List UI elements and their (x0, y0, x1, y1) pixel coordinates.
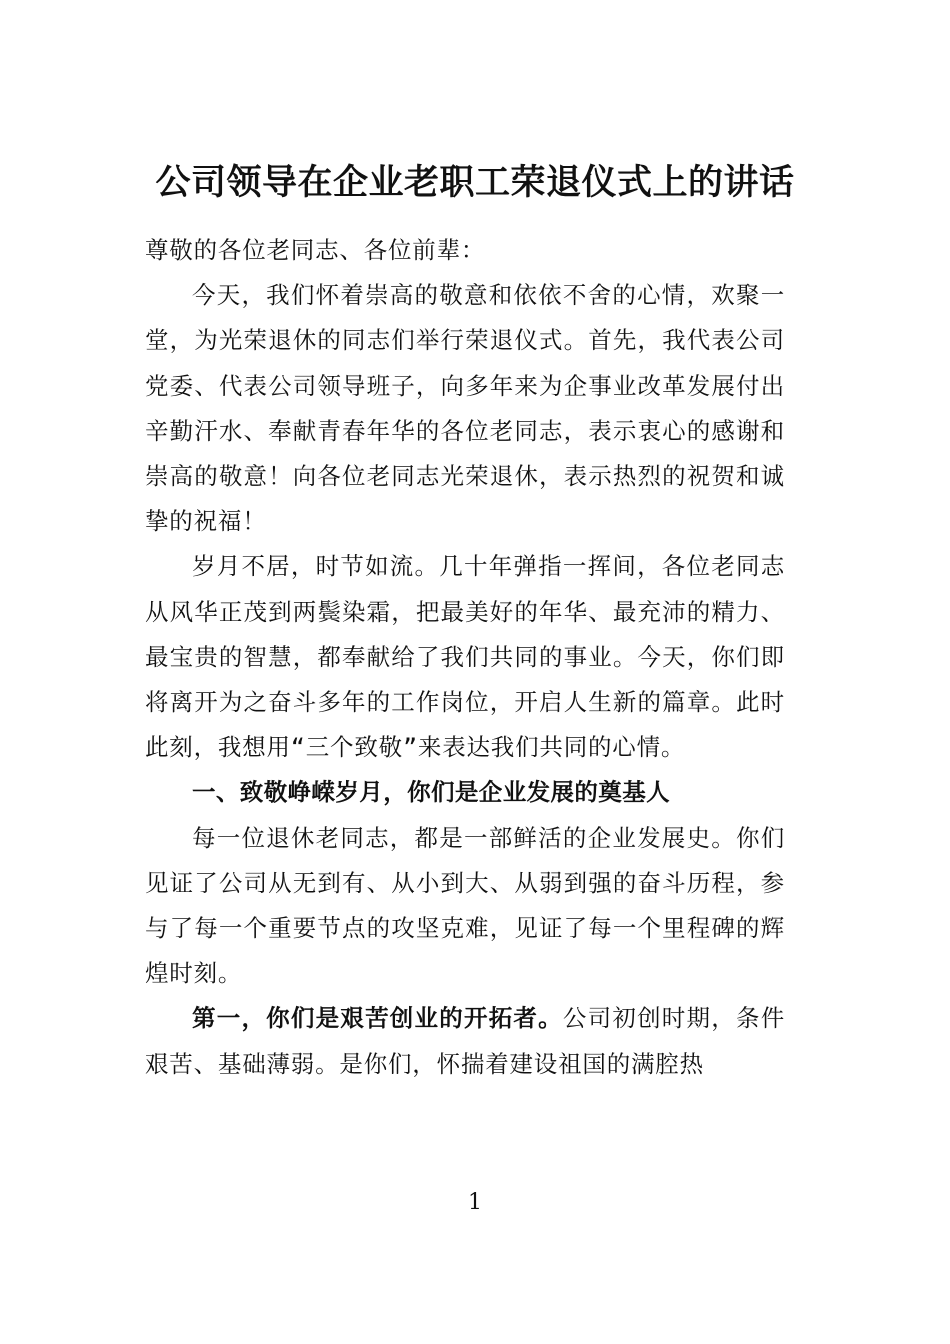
section-paragraph: 每一位退休老同志，都是一部鲜活的企业发展史。你们见证了公司从无到有、从小到大、从弱到强的奋斗历程，参与了每一个重要节点的攻坚克难，见证了每一个里程碑的辉煌时刻。 (145, 823, 785, 988)
salutation: 尊敬的各位老同志、各位前辈： (145, 236, 486, 264)
document-body (145, 228, 785, 1087)
point-one-paragraph (145, 996, 785, 1086)
document-title: 公司领导在企业老职工荣退仪式上的讲话 (155, 162, 795, 203)
section-heading: 一、致敬峥嵘岁月，你们是企业发展的奠基人 (192, 778, 670, 807)
paragraph-reflection: 岁月不居，时节如流。几十年弹指一挥间，各位老同志从风华正茂到两鬓染霜，把最美好的年华、最充沛的精力、最宝贵的智慧，都奉献给了我们共同的事业。今天，你们即将离开为之奋斗多年的工作岗位，开启人生新的篇章。此时此刻，我想用“三个致敬”来表达我们共同的心情。 (145, 552, 785, 762)
page-number: 1 (468, 1190, 482, 1215)
point-one-text: 公司初创时期，条件艰苦、基础薄弱。是你们，怀揣着建设祖国的满腔热 (145, 1004, 785, 1078)
paragraph-opening: 今天，我们怀着崇高的敬意和依依不舍的心情，欢聚一堂，为光荣退休的同志们举行荣退仪式。首先，我代表公司党委、代表公司领导班子，向多年来为企事业改革发展付出辛勤汗水、奉献青春年华的各位老同志，表示衷心的感谢和崇高的敬意！向各位老同志光荣退休，表示热烈的祝贺和诚挚的祝福！ (145, 281, 785, 536)
point-one-lead: 第一，你们是艰苦创业的开拓者。 (192, 1004, 563, 1033)
